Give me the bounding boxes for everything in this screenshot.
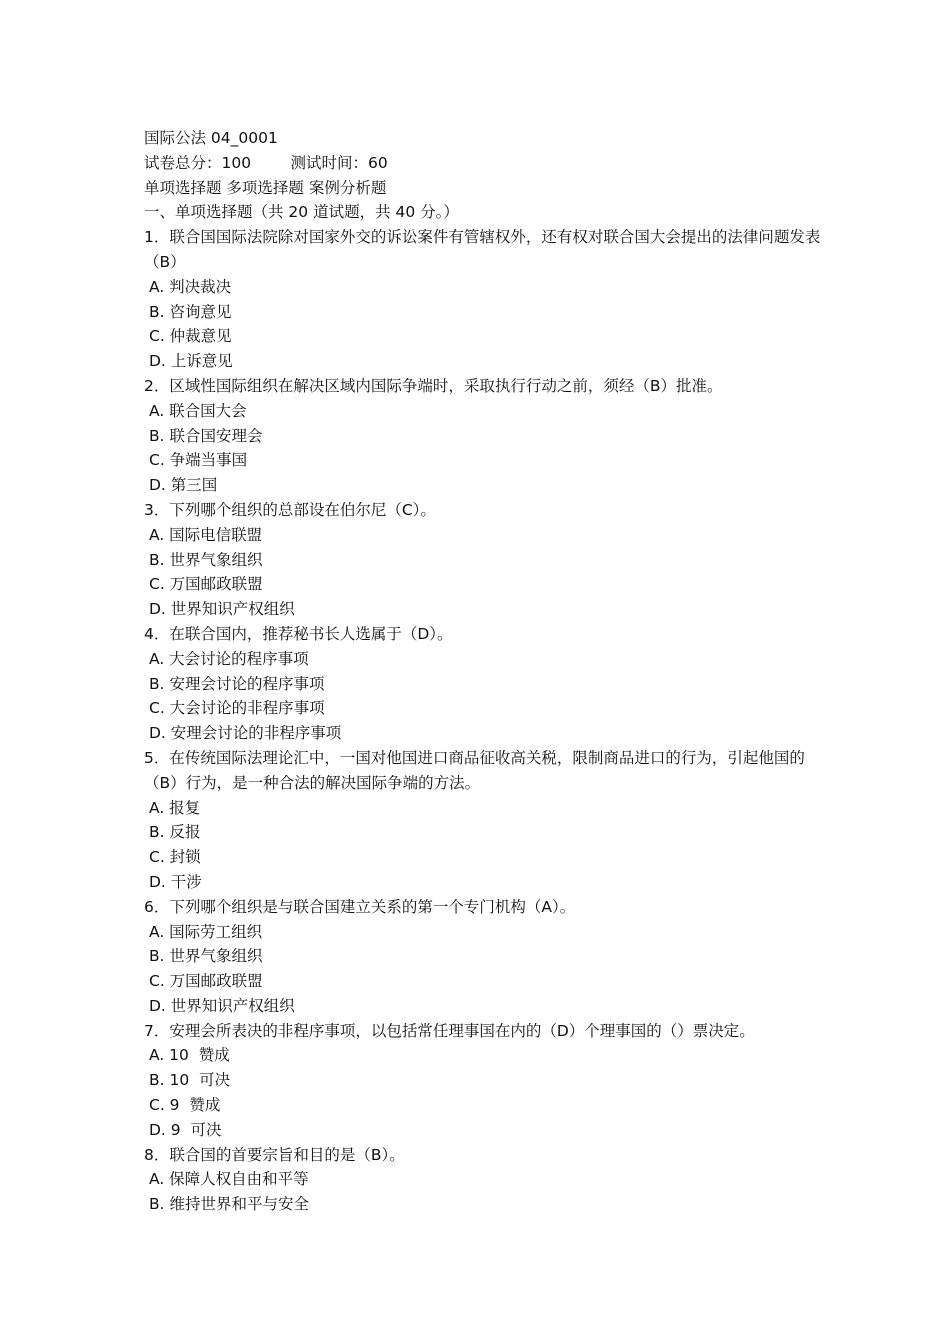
- question-text: 5．在传统国际法理论汇中，一国对他国进口商品征收高关税，限制商品进口的行为，引起他国的（B）行为，是一种合法的解决国际争端的方法。: [144, 748, 805, 792]
- option-a: A. 报复: [149, 798, 201, 817]
- option-c: C. 大会讨论的非程序事项: [149, 699, 325, 718]
- question-6: [144, 895, 824, 1019]
- question-5: [144, 746, 824, 895]
- option-b: B. 10 可决: [149, 1071, 231, 1090]
- question-text: 6．下列哪个组织是与联合国建立关系的第一个专门机构（A）。: [144, 897, 576, 916]
- question-4: [144, 622, 824, 746]
- document-page: [144, 126, 824, 1217]
- option-b: B. 联合国安理会: [149, 426, 263, 445]
- option-b: B. 世界气象组织: [149, 550, 263, 569]
- option-a: A. 国际劳工组织: [149, 922, 263, 941]
- option-b: B. 咨询意见: [149, 302, 232, 321]
- question-text: 1．联合国国际法院除对国家外交的诉讼案件有管辖权外，还有权对联合国大会提出的法律问题发表（B）: [144, 228, 821, 271]
- option-b: B. 安理会讨论的程序事项: [149, 674, 325, 693]
- section-heading: 一、单项选择题（共 20 道试题，共 40 分。）: [144, 203, 459, 222]
- option-d: D. 安理会讨论的非程序事项: [149, 724, 342, 743]
- option-a: A. 10 赞成: [149, 1046, 230, 1065]
- option-b: B. 世界气象组织: [149, 947, 263, 966]
- option-a: A. 国际电信联盟: [149, 525, 263, 544]
- option-c: C. 万国邮政联盟: [149, 972, 263, 991]
- question-text: 4．在联合国内，推荐秘书长人选属于（D）。: [144, 624, 453, 643]
- question-2: [144, 374, 824, 498]
- option-d: D. 干涉: [149, 872, 202, 891]
- document-title: 国际公法 04_0001: [144, 129, 278, 147]
- option-c: C. 争端当事国: [149, 451, 248, 470]
- question-types-line: 单项选择题 多项选择题 案例分析题: [144, 178, 387, 197]
- option-a: A. 保障人权自由和平等: [149, 1170, 309, 1189]
- question-1: [144, 225, 824, 374]
- option-d: D. 9 可决: [149, 1120, 222, 1139]
- option-d: D. 上诉意见: [149, 352, 233, 371]
- question-text: 7．安理会所表决的非程序事项，以包括常任理事国在内的（D）个理事国的（）票决定。: [144, 1021, 755, 1040]
- question-text: 2．区域性国际组织在解决区域内国际争端时，采取执行行动之前，须经（B）批准。: [144, 376, 723, 395]
- option-c: C. 封锁: [149, 848, 201, 867]
- option-c: C. 仲裁意见: [149, 327, 232, 346]
- option-b: B. 反报: [149, 823, 201, 842]
- option-c: C. 万国邮政联盟: [149, 575, 263, 594]
- question-3: [144, 498, 824, 622]
- option-d: D. 第三国: [149, 476, 218, 495]
- option-a: A. 联合国大会: [149, 401, 247, 420]
- option-d: D. 世界知识产权组织: [149, 600, 295, 619]
- question-7: [144, 1019, 824, 1143]
- exam-meta: 试卷总分：100 测试时间：60: [144, 153, 388, 172]
- option-b: B. 维持世界和平与安全: [149, 1195, 309, 1214]
- question-8: [144, 1143, 824, 1217]
- question-text: 8．联合国的首要宗旨和目的是（B）。: [144, 1145, 405, 1164]
- option-c: C. 9 赞成: [149, 1096, 221, 1115]
- option-a: A. 判决裁决: [149, 277, 232, 296]
- option-a: A. 大会讨论的程序事项: [149, 649, 309, 668]
- option-d: D. 世界知识产权组织: [149, 996, 295, 1015]
- question-text: 3．下列哪个组织的总部设在伯尔尼（C）。: [144, 500, 436, 519]
